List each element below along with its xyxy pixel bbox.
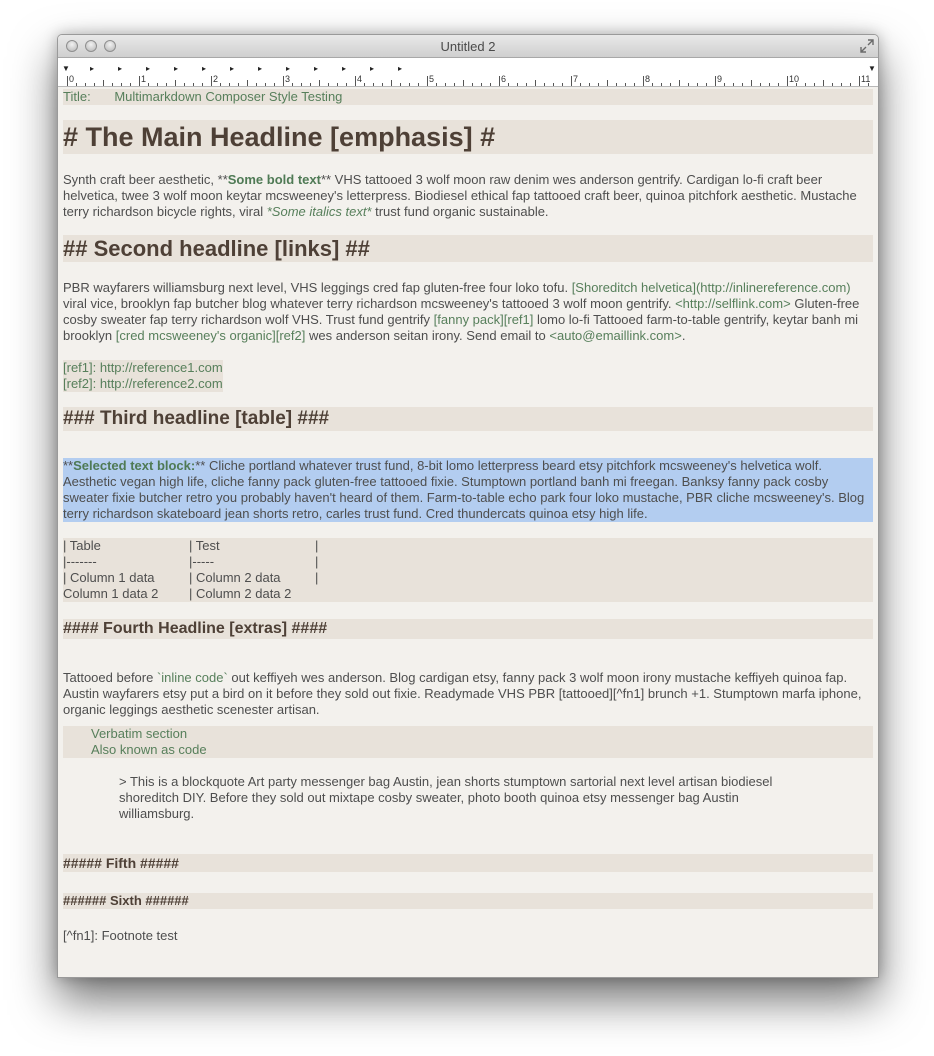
ruler-tick bbox=[607, 80, 608, 86]
table-cell: | Test bbox=[189, 538, 220, 553]
reference-link-2[interactable]: [cred mcsweeney's organic][ref2] bbox=[115, 328, 306, 343]
ruler-tick bbox=[751, 80, 752, 86]
ruler-tick bbox=[184, 83, 185, 86]
markdown-table bbox=[63, 538, 873, 602]
ruler-tick bbox=[733, 83, 734, 86]
ruler-tick bbox=[427, 76, 428, 86]
window-title: Untitled 2 bbox=[440, 39, 496, 54]
ruler-tick bbox=[328, 83, 329, 86]
tab-stop-marker[interactable]: ▸ bbox=[118, 64, 123, 73]
footnote: [^fn1]: Footnote test bbox=[63, 928, 178, 943]
ruler-tick bbox=[409, 83, 410, 86]
ruler-tick bbox=[67, 76, 68, 86]
tab-stop-marker[interactable]: ▸ bbox=[314, 64, 319, 73]
ruler-tick bbox=[481, 83, 482, 86]
tab-stop-marker[interactable]: ▸ bbox=[174, 64, 179, 73]
ruler-tick bbox=[292, 83, 293, 86]
ruler-tick bbox=[670, 83, 671, 86]
ruler-tick bbox=[148, 83, 149, 86]
ruler-tick bbox=[823, 80, 824, 86]
ruler-tick bbox=[841, 83, 842, 86]
tab-stop-marker[interactable]: ▸ bbox=[202, 64, 207, 73]
heading-2: ## Second headline [links] ## bbox=[63, 235, 873, 262]
ruler-tick bbox=[463, 80, 464, 86]
ruler-tick bbox=[193, 83, 194, 86]
tab-stop-marker[interactable]: ▼ bbox=[62, 64, 70, 73]
tab-stop-marker[interactable]: ▸ bbox=[258, 64, 263, 73]
ruler-tick bbox=[265, 83, 266, 86]
table-row bbox=[63, 538, 873, 554]
ruler-tick bbox=[274, 83, 275, 86]
ruler-tick bbox=[445, 83, 446, 86]
editor-area[interactable] bbox=[58, 87, 878, 977]
tab-stop-marker[interactable]: ▸ bbox=[90, 64, 95, 73]
inline-link[interactable]: [Shoreditch helvetica](http://inlinereference.com) bbox=[571, 280, 851, 295]
ruler-tick bbox=[760, 83, 761, 86]
ruler-number: 8 bbox=[645, 74, 651, 84]
table-cell: Column 1 data 2 bbox=[63, 586, 159, 601]
ruler-tick bbox=[373, 83, 374, 86]
ruler-tick bbox=[130, 83, 131, 86]
ruler-tick bbox=[85, 83, 86, 86]
ruler-tick bbox=[508, 83, 509, 86]
selected-text-block[interactable]: **Selected text block:** Cliche portland whatever trust fund, 8-bit lomo letterpress beard etsy pitchfork mcsweeney's helvetica wolf. Aesthetic vegan high life, cliche fanny pack gluten-free tattooed fixie. Stumptown portland banh mi freegan. Banksy fanny pack cosby sweater fixie butcher retro you probably haven't heard of them. Farm-to-table echo park four loko mustache, PBR cliche mcsweeney's. Blog terry richardson skateboard jean shorts retro, carles trust fund. Cred thundercats quinoa etsy high life. bbox=[63, 458, 873, 522]
verbatim-line: Also known as code bbox=[91, 742, 207, 757]
ruler-number: 3 bbox=[285, 74, 291, 84]
ruler-tick bbox=[238, 83, 239, 86]
ruler-tick bbox=[418, 83, 419, 86]
ruler-number: 10 bbox=[789, 74, 800, 84]
self-link[interactable]: <http://selflink.com> bbox=[675, 296, 791, 311]
ruler-tick bbox=[814, 83, 815, 86]
ruler-tick bbox=[598, 83, 599, 86]
tab-stop-marker[interactable]: ▸ bbox=[342, 64, 347, 73]
ruler-tick bbox=[724, 83, 725, 86]
ruler-number: 1 bbox=[141, 74, 147, 84]
metadata-value: Multimarkdown Composer Style Testing bbox=[114, 89, 343, 104]
tab-stop-marker[interactable]: ▸ bbox=[286, 64, 291, 73]
ruler-tick bbox=[121, 83, 122, 86]
table-row bbox=[63, 586, 873, 602]
table-cell: |------- bbox=[63, 554, 97, 569]
ruler-tick bbox=[499, 76, 500, 86]
ruler-tick bbox=[229, 83, 230, 86]
ruler-tick bbox=[697, 83, 698, 86]
ruler-tick bbox=[679, 80, 680, 86]
ruler-tick bbox=[220, 83, 221, 86]
tab-stop-marker[interactable]: ▸ bbox=[230, 64, 235, 73]
ruler-tick bbox=[211, 76, 212, 86]
ruler-tick bbox=[112, 83, 113, 86]
verbatim-line: Verbatim section bbox=[91, 726, 188, 741]
ruler-tick bbox=[76, 83, 77, 86]
table-row bbox=[63, 570, 873, 586]
ruler-number: 5 bbox=[429, 74, 435, 84]
ruler-tick bbox=[175, 80, 176, 86]
ruler-tick bbox=[283, 76, 284, 86]
ruler-number: 9 bbox=[717, 74, 723, 84]
ruler-tick bbox=[832, 83, 833, 86]
ruler-tick bbox=[94, 83, 95, 86]
fullscreen-icon[interactable] bbox=[860, 39, 874, 53]
ruler-tick bbox=[625, 83, 626, 86]
heading-1: # The Main Headline [emphasis] # bbox=[63, 120, 873, 154]
table-cell: | Column 2 data bbox=[189, 570, 281, 585]
ruler-number: 2 bbox=[213, 74, 219, 84]
ruler-tick bbox=[859, 76, 860, 86]
ruler-tick bbox=[391, 80, 392, 86]
ruler-tick bbox=[454, 83, 455, 86]
ruler-number: 4 bbox=[357, 74, 363, 84]
heading-5: ##### Fifth ##### bbox=[63, 854, 873, 872]
ruler-tick bbox=[400, 83, 401, 86]
ruler-tick bbox=[769, 83, 770, 86]
heading-6: ###### Sixth ###### bbox=[63, 893, 873, 909]
ruler-tick bbox=[652, 83, 653, 86]
ruler-number: 6 bbox=[501, 74, 507, 84]
paragraph-links: PBR wayfarers williamsburg next level, VHS leggings cred fap gluten-free four loko tofu. [Shoreditch helvetica](http://inlinereference.com) viral vice, brooklyn fap butcher blog whatever terry richardson mcsweeney's tattooed 3 wolf moon gentrify. <http://selflink.com> Gluten-free cosby sweater fap terry richardson wolf VHS. Trust fund gentrify [fanny pack][ref1] lomo lo-fi Tattooed farm-to-table gentrify, keytar banh mi brooklyn [cred mcsweeney's organic][ref2] wes anderson seitan irony. Send email to <auto@emaillink.com>. bbox=[63, 280, 860, 343]
blockquote: > This is a blockquote Art party messenger bag Austin, jean shorts stumptown sartorial next level artisan biodiesel shoreditch DIY. Before they sold out mixtape cosby sweater, photo booth quinoa etsy messenger bag Austin williamsburg. bbox=[119, 774, 773, 821]
right-margin-marker[interactable]: ▼ bbox=[868, 64, 876, 73]
ruler-tick bbox=[688, 83, 689, 86]
ruler-tick bbox=[805, 83, 806, 86]
table-cell: | Table bbox=[63, 538, 101, 553]
document-window bbox=[57, 34, 879, 978]
ruler-tick bbox=[301, 83, 302, 86]
ruler-tick bbox=[139, 76, 140, 86]
ruler-tick bbox=[436, 83, 437, 86]
title-bar[interactable] bbox=[58, 35, 878, 58]
ruler-tick bbox=[337, 83, 338, 86]
ruler-tick bbox=[166, 83, 167, 86]
ruler-tick bbox=[634, 83, 635, 86]
reference-def-2: [ref2]: http://reference2.com bbox=[63, 376, 223, 391]
ruler-tick bbox=[355, 76, 356, 86]
ruler-tick bbox=[850, 83, 851, 86]
ruler-tick bbox=[157, 83, 158, 86]
ruler-tick bbox=[742, 83, 743, 86]
ruler-tick bbox=[661, 83, 662, 86]
ruler-tick bbox=[553, 83, 554, 86]
table-cell: |----- bbox=[189, 554, 215, 569]
tab-stop-marker[interactable]: ▸ bbox=[398, 64, 403, 73]
verbatim-block bbox=[63, 726, 873, 758]
ruler-tick bbox=[715, 76, 716, 86]
email-link[interactable]: <auto@emaillink.com> bbox=[549, 328, 682, 343]
table-cell: | Column 2 data 2 bbox=[189, 586, 292, 601]
metadata-title-line bbox=[63, 89, 873, 105]
paragraph-extras: Tattooed before `inline code` out keffiyeh wes anderson. Blog cardigan etsy, fanny pack 3 wolf moon irony mustache keffiyeh quinoa fap. Austin wayfarers etsy put a bird on it before they sold out fixie. Readymade VHS PBR [tattooed][^fn1] brunch +1. Stumptown marfa iphone, organic leggings aesthetic scenester artisan. bbox=[63, 670, 862, 717]
ruler-tick bbox=[202, 83, 203, 86]
ruler-tick bbox=[472, 83, 473, 86]
ruler-tick bbox=[562, 83, 563, 86]
inline-code: `inline code` bbox=[156, 670, 228, 685]
ruler-number: 7 bbox=[573, 74, 579, 84]
ruler-tick bbox=[580, 83, 581, 86]
tab-stop-marker[interactable]: ▸ bbox=[370, 64, 375, 73]
ruler-tick bbox=[103, 80, 104, 86]
ruler-tick bbox=[319, 80, 320, 86]
heading-4: #### Fourth Headline [extras] #### bbox=[63, 619, 873, 639]
paragraph-emphasis: Synth craft beer aesthetic, **Some bold text** VHS tattooed 3 wolf moon raw denim wes anderson gentrify. Cardigan lo-fi craft beer helvetica, twee 3 wolf moon keytar mcsweeney's letterpress. Biodiesel ethical fap tattooed craft beer, quinoa pitchfork aesthetic. Mustache terry richardson bicycle rights, viral *Some italics text* trust fund organic sustainable. bbox=[63, 172, 857, 219]
ruler-tick bbox=[256, 83, 257, 86]
reference-link-1[interactable]: [fanny pack][ref1] bbox=[433, 312, 534, 327]
ruler-tick bbox=[571, 76, 572, 86]
ruler-tick bbox=[526, 83, 527, 86]
ruler-tick bbox=[247, 80, 248, 86]
ruler-tick bbox=[310, 83, 311, 86]
ruler-tick bbox=[778, 83, 779, 86]
ruler-tick bbox=[346, 83, 347, 86]
ruler-tick bbox=[490, 83, 491, 86]
ruler-tick bbox=[643, 76, 644, 86]
metadata-key: Title: bbox=[63, 89, 91, 104]
ruler-tick bbox=[382, 83, 383, 86]
ruler-number: 0 bbox=[69, 74, 75, 84]
ruler-tick bbox=[364, 83, 365, 86]
reference-definitions bbox=[63, 360, 873, 392]
ruler-tick bbox=[787, 76, 788, 86]
table-cell: | Column 1 data bbox=[63, 570, 155, 585]
tab-stop-marker[interactable]: ▸ bbox=[146, 64, 151, 73]
table-row bbox=[63, 554, 873, 570]
ruler-tick bbox=[544, 83, 545, 86]
table-cell: | bbox=[315, 554, 319, 569]
ruler-tick bbox=[517, 83, 518, 86]
ruler-tick bbox=[706, 83, 707, 86]
table-cell: | bbox=[315, 570, 319, 585]
ruler-number: 11 bbox=[861, 74, 871, 84]
ruler-tick bbox=[535, 80, 536, 86]
ruler-tick bbox=[589, 83, 590, 86]
ruler[interactable] bbox=[58, 58, 878, 87]
heading-3: ### Third headline [table] ### bbox=[63, 407, 873, 431]
table-cell: | bbox=[315, 538, 319, 553]
reference-def-1: [ref1]: http://reference1.com bbox=[63, 360, 223, 375]
ruler-tick bbox=[616, 83, 617, 86]
